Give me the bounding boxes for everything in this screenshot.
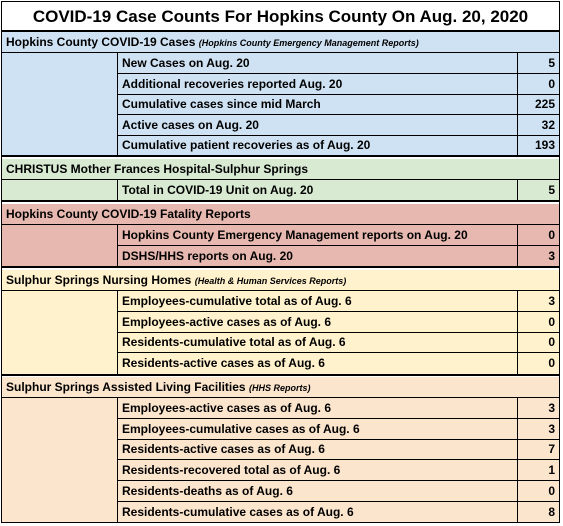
row-value: 0: [517, 353, 559, 374]
row-value: 7: [517, 439, 559, 459]
row-value: 5: [517, 180, 559, 201]
row-spacer: [2, 225, 118, 266]
section-note: (Hopkins County Emergency Management Reports): [198, 38, 419, 48]
row-label: Total in COVID-19 Unit on Aug. 20: [122, 183, 314, 197]
row-spacer: [2, 53, 118, 155]
section-heading-nursing-homes: [2, 270, 559, 291]
row-value: 0: [517, 225, 559, 245]
row-label: DSHS/HHS reports on Aug. 20: [122, 248, 293, 263]
table-row: [118, 94, 559, 115]
section-heading-assisted-living: [2, 377, 559, 398]
table-row: [118, 180, 559, 201]
section-heading-county-cases: [2, 32, 559, 53]
table-row: [118, 74, 559, 95]
table-row: [118, 353, 559, 374]
row-label: Active cases on Aug. 20: [122, 117, 259, 132]
section-note: (Health & Human Services Reports): [194, 276, 347, 286]
row-value: 32: [517, 115, 559, 135]
table-row: [118, 246, 559, 267]
row-value: 0: [517, 312, 559, 332]
row-spacer: [2, 180, 118, 200]
row-label: Employees-cumulative total as of Aug. 6: [122, 294, 352, 308]
section-heading-fatalities: [2, 204, 559, 225]
row-label: Cumulative patient recoveries as of Aug. 20: [122, 138, 371, 152]
row-label: Employees-cumulative cases as of Aug. 6: [122, 421, 360, 436]
row-label: Hopkins County Emergency Management reports on Aug. 20: [122, 228, 468, 242]
section-body-hospital: [2, 180, 559, 202]
row-label: Residents-active cases as of Aug. 6: [122, 355, 325, 370]
row-value: 5: [517, 53, 559, 73]
table-row: [118, 502, 559, 523]
row-spacer: [2, 291, 118, 374]
table-row: [118, 481, 559, 502]
table-row: [118, 225, 559, 246]
row-value: 3: [517, 419, 559, 439]
case-count-table: [1, 1, 560, 523]
row-label: Residents-cumulative cases as of Aug. 6: [122, 504, 354, 519]
section-body-nursing-homes: [2, 291, 559, 376]
section-body-fatalities: [2, 225, 559, 268]
section-title: CHRISTUS Mother Frances Hospital-Sulphur Springs: [6, 162, 309, 176]
row-label: Residents-active cases as of Aug. 6: [122, 442, 325, 457]
section-title: Sulphur Springs Nursing Homes: [6, 273, 192, 287]
row-value: 225: [517, 94, 559, 114]
row-value: 1: [517, 460, 559, 480]
row-value: 3: [517, 398, 559, 418]
row-value: 0: [517, 481, 559, 501]
row-spacer: [2, 398, 118, 522]
table-title: COVID-19 Case Counts For Hopkins County On Aug. 20, 2020: [2, 2, 559, 32]
row-value: 3: [517, 291, 559, 311]
row-label: Employees-active cases as of Aug. 6: [122, 401, 331, 415]
table-row: [118, 115, 559, 136]
row-value: 193: [517, 135, 559, 156]
row-label: Residents-recovered total as of Aug. 6: [122, 463, 341, 478]
table-row: [118, 439, 559, 460]
section-heading-hospital: [2, 159, 559, 180]
row-value: 0: [517, 74, 559, 94]
section-body-assisted-living: [2, 398, 559, 522]
table-row: [118, 291, 559, 312]
table-row: [118, 135, 559, 156]
section-body-county-cases: [2, 53, 559, 157]
row-label: Cumulative cases since mid March: [122, 97, 321, 111]
section-title: Hopkins County COVID-19 Cases: [6, 35, 196, 49]
row-value: 3: [517, 246, 559, 267]
table-row: [118, 398, 559, 419]
table-row: [118, 332, 559, 353]
section-title: Hopkins County COVID-19 Fatality Reports: [6, 207, 251, 221]
section-title: Sulphur Springs Assisted Living Facilities: [6, 380, 246, 394]
row-label: Residents-cumulative total as of Aug. 6: [122, 335, 346, 349]
row-label: New Cases on Aug. 20: [122, 56, 250, 70]
row-label: Residents-deaths as of Aug. 6: [122, 483, 293, 498]
row-value: 8: [517, 502, 559, 523]
table-row: [118, 312, 559, 333]
section-note: (HHS Reports): [248, 383, 311, 393]
row-label: Employees-active cases as of Aug. 6: [122, 314, 331, 329]
row-label: Additional recoveries reported Aug. 20: [122, 76, 343, 91]
table-row: [118, 419, 559, 440]
table-row: [118, 460, 559, 481]
row-value: 0: [517, 332, 559, 352]
table-row: [118, 53, 559, 74]
